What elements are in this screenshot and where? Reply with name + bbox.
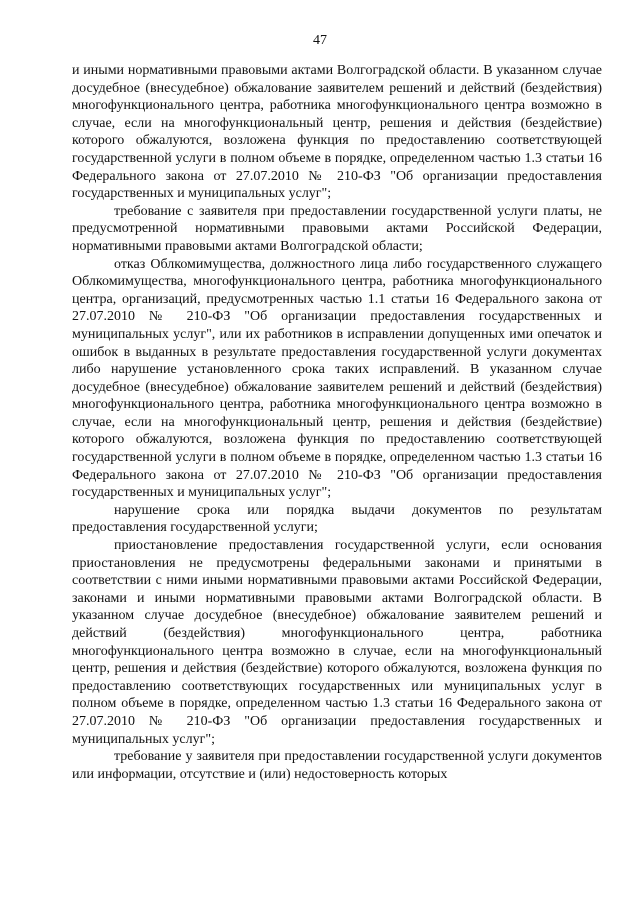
document-body [72, 62, 602, 783]
page-number: 47 [313, 33, 327, 48]
paragraph-continuation: и иными нормативными правовыми актами Волгоградской области. В указанном случае досудебное (внесудебное) обжалование заявителем решений и действий (бездействия) многофункционального центра, работника многофункционального центра возможно в случае, если на многофункциональный центр, решения и действия (бездействие) которого обжалуются, возложена функция по предоставлению соответствующей государственной услуги в полном объеме в порядке, определенном частью 1.3 статьи 16 Федерального закона от 27.07.2010 № 210-ФЗ "Об организации предоставления государственных и муниципальных услуг"; [72, 63, 602, 202]
paragraph: приостановление предоставления государственной услуги, если основания приостановления не предусмотрены федеральными законами и принятыми в соответствии с ними иными нормативными правовыми актами Российской Федерации, законами и иными нормативными правовыми актами Волгоградской области. В указанном случае досудебное (внесудебное) обжалование заявителем решений и действий (бездействия) многофункционального центра, работника многофункционального центра возможно в случае, если на многофункциональный центр, решения и действия (бездействие) которого обжалуются, возложена функция по предоставлению соответствующих государственных или муниципальных услуг в полном объеме в порядке, определенном частью 1.3 статьи 16 Федерального закона от 27.07.2010 № 210-ФЗ "Об организации предоставления государственных и муниципальных услуг"; [72, 538, 602, 747]
paragraph: требование с заявителя при предоставлении государственной услуги платы, не предусмотренной нормативными правовыми актами Российской Федерации, нормативными правовыми актами Волгоградской области; [72, 203, 602, 254]
paragraph: требование у заявителя при предоставлении государственной услуги документов или информации, отсутствие и (или) недостоверность которых [72, 749, 602, 782]
paragraph: нарушение срока или порядка выдачи документов по результатам предоставления государственной услуги; [72, 502, 602, 536]
paragraph: отказ Облкомимущества, должностного лица либо государственного служащего Облкомимущества, многофункционального центра, работника многофункционального центра, организаций, предусмотренных частью 1.1 статьи 16 Федерального закона от 27.07.2010 № 210-ФЗ "Об организации предоставления государственных и муниципальных услуг", или их работников в исправлении допущенных ими опечаток и ошибок в выданных в результате предоставления государственной услуги документах либо нарушение установленного срока таких исправлений. В указанном случае досудебное (внесудебное) обжалование заявителем решений и действий (бездействия) многофункционального центра, работника многофункционального центра возможно в случае, если на многофункциональный центр, решения и действия (бездействие) которого обжалуются, возложена функция по предоставлению соответствующей государственной услуги в полном объеме в порядке, определенном частью 1.3 статьи 16 Федерального закона от 27.07.2010 № 210-ФЗ "Об организации предоставления государственных и муниципальных услуг"; [72, 256, 602, 501]
